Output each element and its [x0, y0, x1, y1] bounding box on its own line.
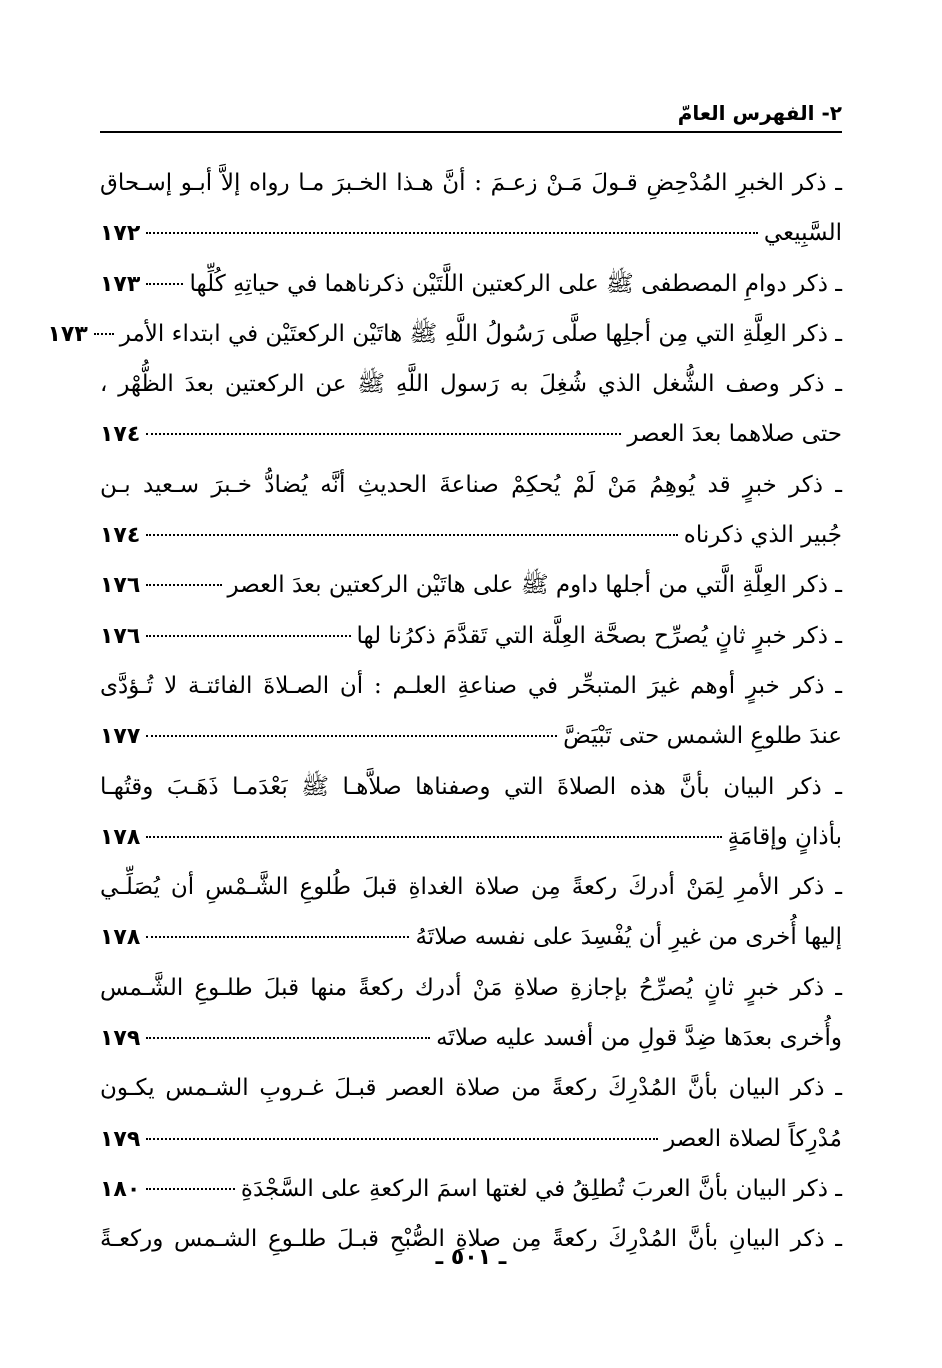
toc-page-number: ١٨٠ — [100, 1176, 141, 1202]
toc-entry — [100, 661, 842, 762]
toc-entry — [100, 862, 842, 963]
toc-entry — [100, 460, 842, 561]
toc-page-number: ١٧٣ — [47, 321, 88, 347]
toc-entry-text: وأُخرى بعدَها ضِدَّ قولِ من أفسد عليه صلاتَه — [436, 1025, 842, 1052]
toc-entry-text: ـ ذكر العِلَّةِ التي مِن أجلِها صلَّى رَسُولُ اللَّهِ ﷺ هاتَيْن الركعتَيْن في ابتداء الأمر — [119, 320, 842, 347]
toc-entry — [100, 611, 842, 661]
toc-page-number: ١٧٤ — [100, 523, 141, 549]
dot-leader — [146, 534, 677, 536]
toc-entry-text: السَّبِيعي — [763, 220, 842, 247]
toc-entry-text: حتى صلاهما بعدَ العصر — [627, 421, 842, 448]
running-head: ٢- الفهرس العامّ — [677, 101, 842, 125]
dot-leader — [146, 735, 557, 737]
toc-entry-line — [100, 560, 842, 610]
toc-entry-line — [100, 611, 842, 661]
toc-entry-text: ـ ذكر خبرٍ أوهم غيرَ المتبحِّر في صناعةِ العلـم : أن الصـلاةَ الفائتـة لا تُـؤدَّى — [100, 672, 842, 699]
toc-entry-text: عندَ طلوعِ الشمس حتى تَبْيَضَّ — [563, 723, 842, 750]
toc-entry-line — [100, 259, 842, 309]
toc-page-number: ١٧٧ — [100, 724, 141, 750]
toc-entry — [100, 158, 842, 259]
header-rule — [100, 131, 842, 133]
dot-leader — [146, 836, 721, 838]
toc-entry-text: إليها أُخرى من غيرِ أن يُفْسِدَ على نفسه صلاتَهُ — [415, 924, 842, 951]
toc-entry-line — [47, 309, 842, 359]
toc-entry-text: ـ ذكر العِلَّةِ الَّتي من أجلها داوم ﷺ على هاتَيْن الركعتين بعدَ العصر — [227, 572, 842, 599]
toc-entry — [47, 309, 842, 359]
toc-entry-text: جُبير الذي ذكرناه — [683, 522, 842, 549]
toc-entry-text: ـ ذكر دوامِ المصطفى ﷺ على الركعتين اللَّتَيْن ذكرناهما في حياتِهِ كُلِّها — [189, 270, 842, 297]
toc-entry-text: ـ ذكر خبرٍ قد يُوهِمُ مَنْ لَمْ يُحكِمْ صناعةَ الحديثِ أنَّه يُضادُّ خـبرَ سـعيد بـن — [100, 471, 842, 498]
dot-leader — [146, 635, 350, 637]
toc-entry-line — [100, 912, 842, 962]
toc-page-number: ١٧٩ — [100, 1026, 141, 1052]
dot-leader — [146, 936, 409, 938]
toc-entry-line — [100, 510, 842, 560]
table-of-contents — [47, 158, 842, 1265]
toc-entry-text: ـ ذكر البيان بأنَّ العربَ تُطلِقُ في لغتها اسمَ الركعةِ على السَّجْدَةِ — [240, 1175, 842, 1202]
toc-entry-text: بأذانٍ وإقامَةٍ — [727, 823, 842, 850]
toc-entry — [100, 359, 842, 460]
dot-leader — [146, 1188, 235, 1190]
toc-entry-text: ـ ذكر خبرٍ ثانٍ يُصرِّح بصحَّة العِلَّة التي تَقدَّمَ ذكرُنا لها — [356, 622, 842, 649]
page-number: ـ ٥٠١ ـ — [435, 1245, 507, 1270]
toc-entry — [100, 259, 842, 309]
toc-entry-text: ـ ذكر البيان بأنَّ هذه الصلاةَ التي وصفناها صلاَّهـا ﷺ بَعْدَمـا ذَهَـبَ وقتُهـا — [100, 773, 842, 800]
toc-page-number: ١٧٦ — [100, 573, 141, 599]
toc-page-number: ١٧٢ — [100, 221, 141, 247]
dot-leader — [146, 1037, 430, 1039]
dot-leader — [146, 232, 758, 234]
dot-leader — [94, 333, 114, 335]
toc-entry-text: ـ ذكر الخبرِ المُدْحِضِ قـولَ مَـنْ زعـمَ : أنَّ هـذا الخـبرَ مـا رواه إلاَّ أبـو إسـحاق — [100, 170, 842, 196]
toc-page-number: ١٧٨ — [100, 824, 141, 850]
toc-entry — [100, 963, 842, 1064]
toc-entry-line — [100, 812, 842, 862]
toc-entry-text: مُدْرِكاً لصلاة العصر — [664, 1125, 842, 1152]
toc-page-number: ١٧٦ — [100, 623, 141, 649]
toc-page-number: ١٧٣ — [100, 271, 141, 297]
toc-entry-text: ـ ذكر وصف الشُّغل الذي شُغِلَ به رَسول اللَّهِ ﷺ عن الركعتين بعدَ الظُّهْر ، — [100, 371, 842, 398]
toc-entry — [100, 762, 842, 863]
toc-entry-text: ـ ذكر البيانِ بأنَّ المُدْرِكَ ركعةً مِن صلاةِ الصُّبْحِ قبـلَ طلـوعِ الشـمس وركعـةً — [100, 1226, 842, 1253]
dot-leader — [146, 433, 621, 435]
toc-entry — [100, 1164, 842, 1214]
toc-entry-text: ـ ذكر الأمرِ لِمَنْ أدركَ ركعةً مِن صلاة الغداةِ قبلَ طُلوعِ الشَّـمْسِ أن يُصَلِّـي — [100, 874, 842, 901]
toc-entry-line — [100, 409, 842, 459]
toc-entry-line — [100, 1114, 842, 1164]
toc-page-number: ١٧٩ — [100, 1126, 141, 1152]
toc-page-number: ١٧٨ — [100, 925, 141, 951]
dot-leader — [146, 1138, 658, 1140]
toc-entry — [100, 1063, 842, 1164]
toc-entry-line — [100, 1164, 842, 1214]
toc-entry-text: ـ ذكر خبرٍ ثانٍ يُصرِّحُ بإجازةِ صلاةِ مَنْ أدرك ركعةً منها قبلَ طلـوعِ الشَّـمس — [100, 974, 842, 1001]
toc-entry-line — [100, 1013, 842, 1063]
toc-entry-line — [100, 208, 842, 258]
toc-entry-line — [100, 711, 842, 761]
toc-entry — [100, 560, 842, 610]
toc-page-number: ١٧٤ — [100, 422, 141, 448]
dot-leader — [146, 283, 183, 285]
dot-leader — [146, 584, 221, 586]
toc-entry-text: ـ ذكر البيان بأنَّ المُدْرِكَ ركعةً من صلاة العصر قبـلَ غـروبِ الشـمس يكـون — [100, 1075, 842, 1102]
